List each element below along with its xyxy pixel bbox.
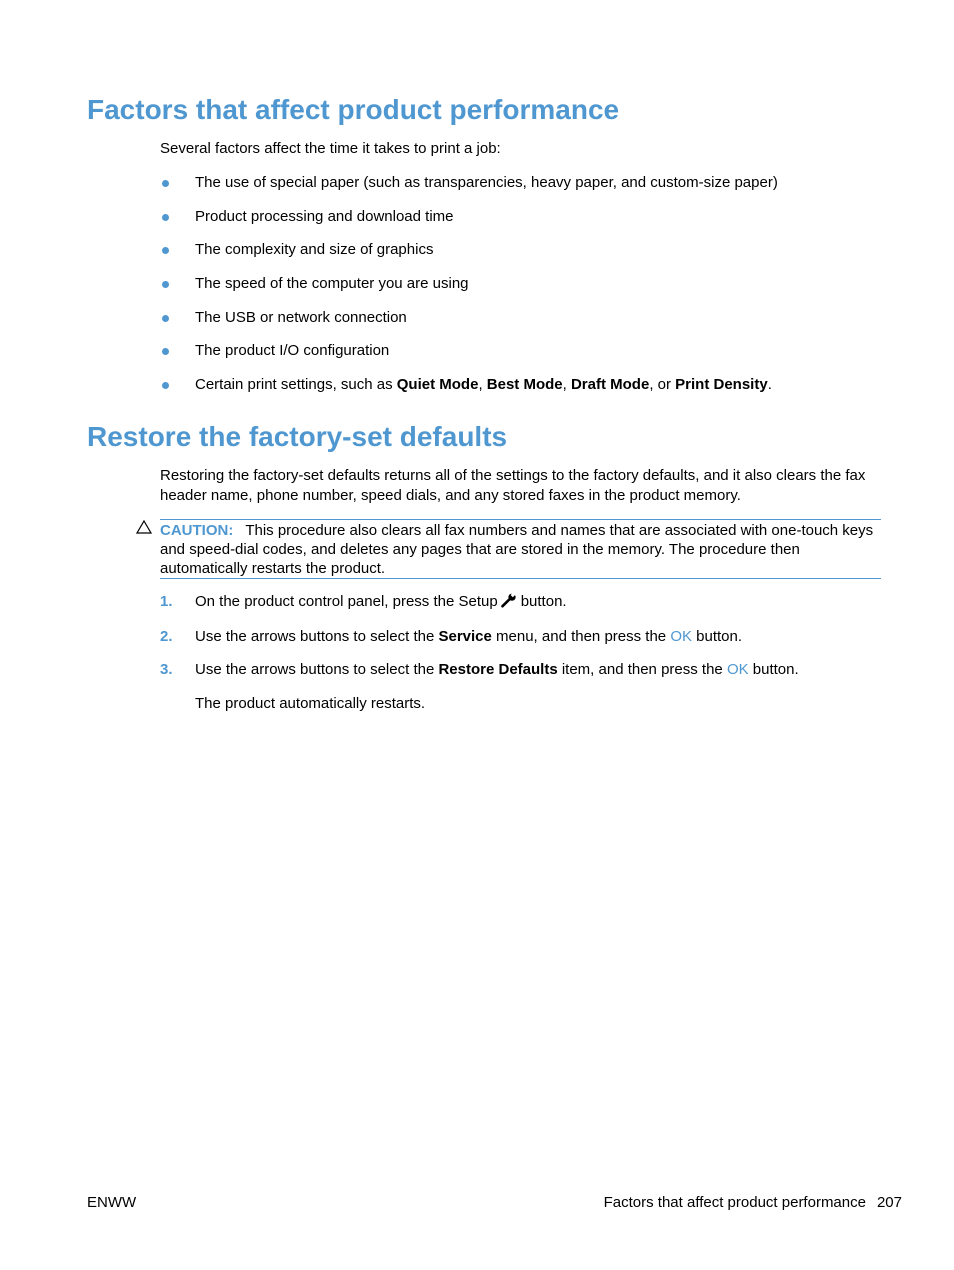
step-result: The product automatically restarts. (195, 695, 426, 712)
bullet-icon (162, 382, 169, 389)
warning-triangle-icon (136, 520, 152, 534)
section-title-performance: Factors that affect product performance (87, 94, 620, 125)
bullet-icon (162, 281, 169, 288)
list-item-print-settings: Certain print settings, such as Quiet Mode, Best Mode, Draft Mode, or Print Density. (195, 376, 772, 393)
list-item: The speed of the computer you are using (195, 275, 469, 292)
setting-quiet-mode: Quiet Mode (396, 376, 479, 393)
step-item: Use the arrows buttons to select the Service menu, and then press the OK button. (195, 628, 743, 645)
bullet-icon (162, 315, 169, 322)
section-title-restore-defaults: Restore the factory-set defaults (87, 421, 508, 452)
menu-service: Service (438, 628, 492, 645)
bullet-icon (162, 348, 169, 355)
performance-intro: Several factors affect the time it takes to print a job: (160, 140, 501, 157)
list-item: The complexity and size of graphics (195, 241, 434, 258)
caution-label: CAUTION: (160, 522, 234, 539)
caution-body: This procedure also clears all fax numbers and names that are associated with one-touch keys and speed-dial codes, and deletes any pages that are stored in the memory. The procedure then automatically restarts the product. (160, 522, 874, 577)
footer-left: ENWW (87, 1194, 137, 1211)
step-item: On the product control panel, press the Setup button. (195, 593, 567, 610)
step-number: 3. (160, 661, 173, 678)
list-item: The product I/O configuration (195, 342, 390, 359)
bullet-icon (162, 247, 169, 254)
caution-note (160, 519, 881, 579)
list-item: The USB or network connection (195, 309, 407, 326)
step-number: 2. (160, 628, 173, 645)
step-number: 1. (160, 593, 173, 610)
step-item: Use the arrows buttons to select the Restore Defaults item, and then press the OK button. (195, 661, 799, 678)
caution-text (160, 521, 881, 578)
setting-draft-mode: Draft Mode (570, 376, 650, 393)
footer-right (604, 1193, 902, 1213)
restore-intro: Restoring the factory-set defaults returns all of the settings to the factory defaults, and it also clears the fax header name, phone number, speed dials, and any stored faxes in the product memory. (160, 467, 866, 504)
setting-best-mode: Best Mode (486, 376, 563, 393)
bullet-icon (162, 180, 169, 187)
setting-print-density: Print Density (675, 376, 768, 393)
page-number: 207 (876, 1194, 902, 1211)
wrench-icon (501, 593, 518, 608)
footer-section-title: Factors that affect product performance (603, 1194, 866, 1211)
ok-button-label: OK (726, 661, 749, 678)
item-restore-defaults: Restore Defaults (438, 661, 558, 678)
list-item: The use of special paper (such as transparencies, heavy paper, and custom-size paper) (195, 174, 778, 191)
list-item: Product processing and download time (195, 208, 454, 225)
ok-button-label: OK (670, 628, 692, 645)
bullet-icon (162, 214, 169, 221)
